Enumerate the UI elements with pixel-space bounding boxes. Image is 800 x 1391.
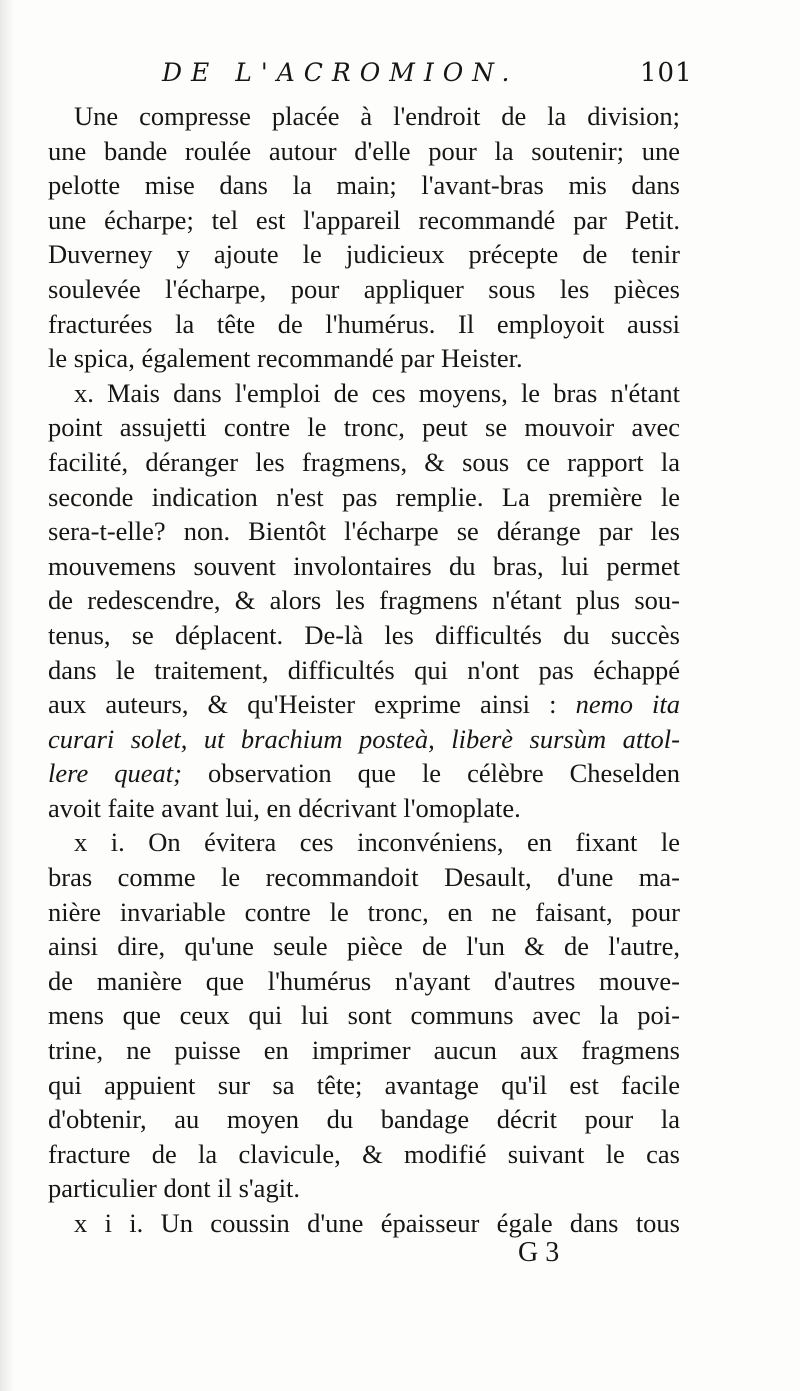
text-line: avoit faite avant lui, en décrivant l'omoplate. xyxy=(48,792,521,823)
text-line: Une compresse placée à l'endroit de la division; xyxy=(74,101,680,131)
text-line: d'obtenir, au moyen du bandage décrit pour la xyxy=(48,1104,680,1135)
text-line: de manière que l'humérus n'ayant d'autres mouve- xyxy=(48,965,680,996)
text-line: nière invariable contre le tronc, en ne faisant, pour xyxy=(48,896,680,927)
latin-quote-end: lere queat; xyxy=(48,758,182,789)
text-line: mens que ceux qui lui sont communs avec la poi- xyxy=(48,1000,680,1031)
text-line: le spica, également recommandé par Heister. xyxy=(48,343,523,374)
text-line: facilité, déranger les fragmens, & sous ce rapport la xyxy=(48,446,680,477)
text-line: fracturées la tête de l'humérus. Il employoit aussi xyxy=(48,308,680,339)
text-line: x i i. Un coussin d'une épaisseur égale dans tous xyxy=(74,1208,680,1238)
text-line: une bande roulée autour d'elle pour la soutenir; une xyxy=(48,135,680,166)
page-header xyxy=(0,52,800,92)
text-line: une écharpe; tel est l'appareil recommandé par Petit. xyxy=(48,204,680,235)
text-line: sera-t-elle? non. Bientôt l'écharpe se dérange par les xyxy=(48,516,680,547)
text-line: x. Mais dans l'emploi de ces moyens, le bras n'étant xyxy=(74,377,680,408)
text-line: dans le traitement, difficultés qui n'ont pas échappé xyxy=(48,654,680,685)
text-line: tenus, se déplacent. De-là les difficultés du succès xyxy=(48,619,680,650)
text-line: fracture de la clavicule, & modifié suivant le cas xyxy=(48,1138,680,1169)
running-title: DE L'ACROMION. xyxy=(162,58,519,87)
text-line: x i. On évitera ces inconvéniens, en fixant le xyxy=(74,827,680,858)
text-line: point assujetti contre le tronc, peut se mouvoir avec xyxy=(48,412,680,443)
latin-quote-line: curari solet, ut brachium posteà, liberè sursùm attol- xyxy=(48,723,680,754)
signature-mark: G 3 xyxy=(518,1237,560,1268)
text-line: qui appuient sur sa tête; avantage qu'il est facile xyxy=(48,1069,680,1100)
text-line: particulier dont il s'agit. xyxy=(48,1173,301,1204)
text-line: ainsi dire, qu'une seule pièce de l'un & de l'autre, xyxy=(48,931,680,962)
page-number: 101 xyxy=(640,58,693,88)
text-line: Duverney y ajoute le judicieux précepte de tenir xyxy=(48,239,680,270)
text-line: bras comme le recommandoit Desault, d'une ma- xyxy=(48,862,680,893)
text-line: seconde indication n'est pas remplie. La première le xyxy=(48,481,680,512)
text-line xyxy=(48,756,680,791)
body-text xyxy=(48,99,680,1241)
text-line: soulevée l'écharpe, pour appliquer sous les pièces xyxy=(48,273,680,304)
text-line: pelotte mise dans la main; l'avant-bras mis dans xyxy=(48,170,680,201)
latin-quote-start: nemo ita xyxy=(575,689,681,720)
text-segment: aux auteurs, & qu'Heister exprime ainsi : xyxy=(48,689,557,720)
text-line xyxy=(48,687,680,722)
text-line: mouvemens souvent involontaires du bras, lui permet xyxy=(48,550,680,581)
text-segment: observation que le célèbre Cheselden xyxy=(207,758,680,789)
page-edge-shadow xyxy=(0,0,14,1391)
text-line: de redescendre, & alors les fragmens n'étant plus sou- xyxy=(48,585,680,616)
text-line: trine, ne puisse en imprimer aucun aux fragmens xyxy=(48,1035,680,1066)
